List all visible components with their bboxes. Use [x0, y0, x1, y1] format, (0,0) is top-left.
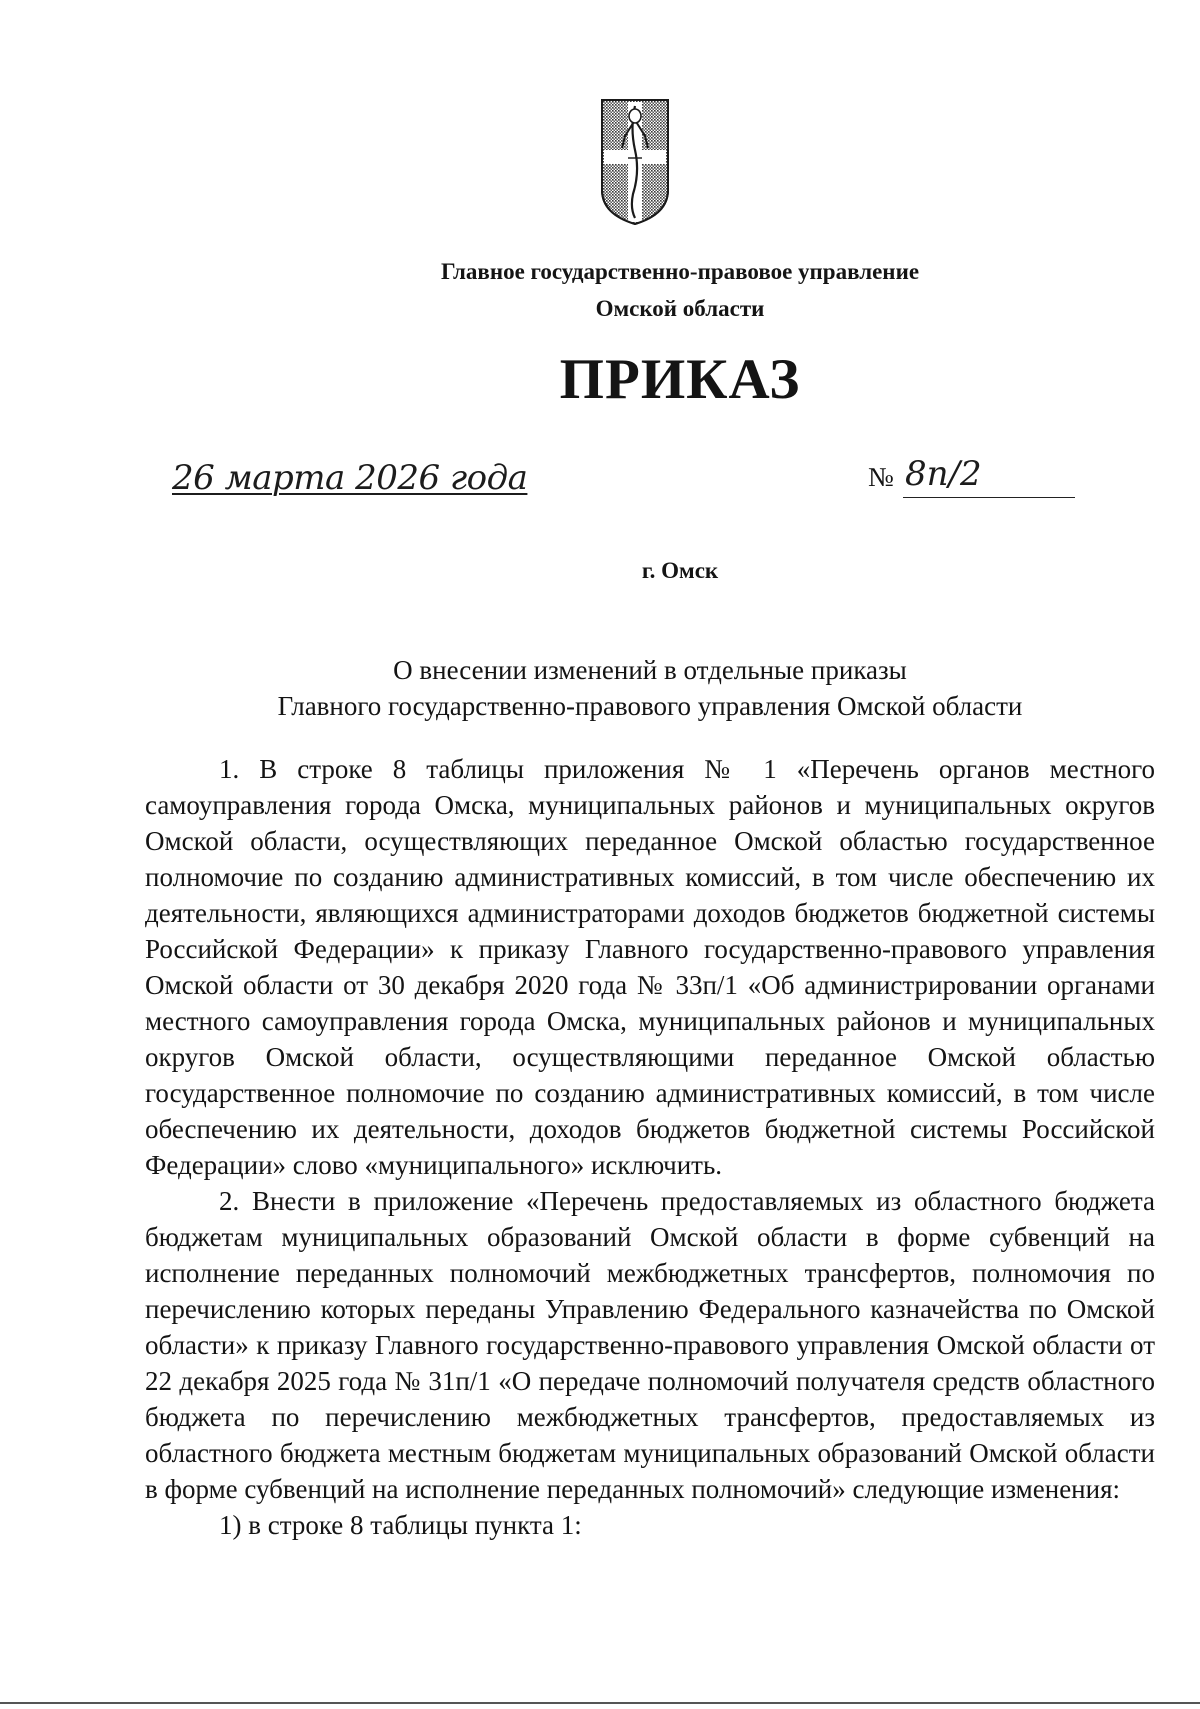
handwritten-number: 8п/2	[905, 454, 982, 494]
heading-line-1: О внесении изменений в отдельные приказы	[393, 655, 907, 685]
number-label: №	[868, 462, 894, 492]
subparagraph-1: 1) в строке 8 таблицы пункта 1:	[219, 1510, 582, 1540]
coat-of-arms-icon	[600, 98, 670, 226]
paragraph-2: 2. Внести в приложение «Перечень предоставляемых из областного бюджета бюджетам муниципальных образований Омской области в форме субвенций на исполнение переданных полномочий межбюджетных трансфертов, полномочия по перечислению которых переданы Управлению Федерального казначейства по Омской области» к приказу Главного государственно-правового управления Омской области от 22 декабря 2025 года № 31п/1 «О передаче полномочий получателя средств областного бюджета по перечислению межбюджетных трансфертов, предоставляемых из областного бюджета местным бюджетам муниципальных образований Омской области в форме субвенций на исполнение переданных полномочий» следующие изменения:	[145, 1186, 1155, 1504]
organization-region: Омской области	[595, 296, 765, 321]
heading-line-2: Главного государственно-правового управления Омской области	[277, 691, 1023, 721]
page-edge-divider	[0, 1702, 1200, 1704]
organization-name: Главное государственно-правовое управление	[440, 259, 920, 284]
city-label: г. Омск	[641, 558, 719, 583]
handwritten-date: 26 марта 2026 года	[172, 458, 528, 498]
document-heading	[145, 652, 1155, 724]
paragraph-1: 1. В строке 8 таблицы приложения № 1 «Перечень органов местного самоуправления города Омска, муниципальных районов и муниципальных округов Омской области, осуществляющих переданное Омской областью государственное полномочие по созданию административных комиссий, в том числе обеспечению их деятельности, являющихся администраторами доходов бюджетов бюджетной системы Российской Федерации» к приказу Главного государственно-правового управления Омской области от 30 декабря 2020 года № 33п/1 «Об администрировании органами местного самоуправления города Омска, муниципальных районов и муниципальных округов Омской области, осуществляющими переданное Омской областью государственное полномочие по созданию административных комиссий, в том числе обеспечению их деятельности, доходов бюджетов бюджетной системы Российской Федерации» слово «муниципального» исключить.	[145, 754, 1155, 1180]
document-body	[145, 751, 1155, 1543]
number-underline	[903, 497, 1075, 498]
document-type-title: ПРИКАЗ	[559, 348, 801, 411]
